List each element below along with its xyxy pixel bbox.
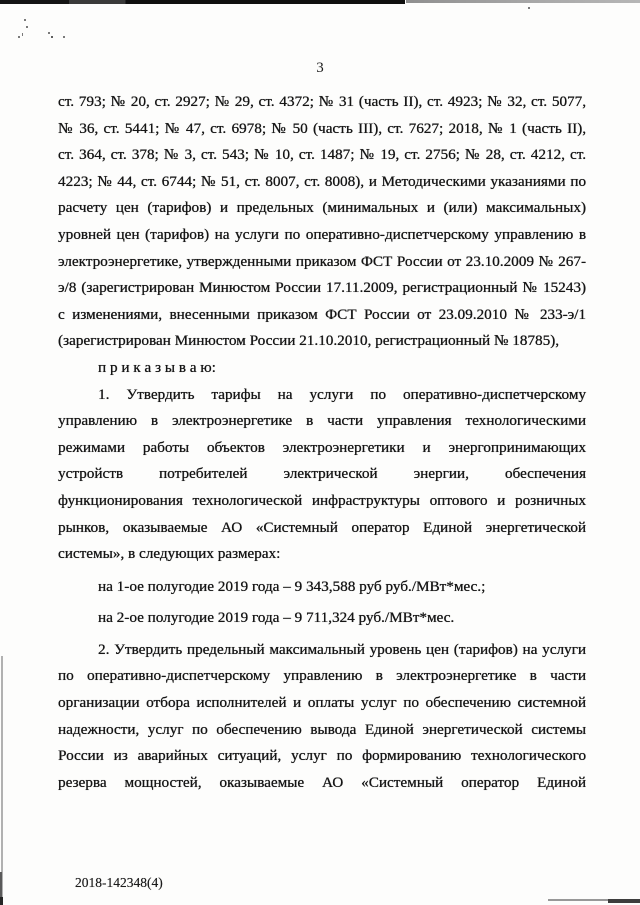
body-line: системы», в следующих размерах:	[58, 545, 281, 563]
body-line: рынков, оказываемые АО «Системный оператор Единой энергетической	[58, 518, 586, 536]
body-line: режимами работы объектов электроэнергетики и энергопринимающих	[58, 438, 586, 456]
decree-word-line: п р и к а з ы в а ю:	[98, 358, 216, 376]
scan-artifact-top-bar-dark	[0, 0, 405, 4]
scan-speck	[26, 26, 28, 28]
body-line: по оперативно-диспетчерскому управлению в электроэнергетике в части	[58, 667, 586, 685]
scan-artifact-left-edge-line	[1, 656, 3, 905]
page-number: 3	[316, 60, 324, 76]
scan-artifact-bottom-left-corner	[0, 897, 3, 905]
footer-document-code: 2018-142348(4)	[75, 875, 163, 890]
scan-speck	[528, 7, 530, 9]
order-point-2-line: 2. Утвердить предельный максимальный уровень цен (тарифов) на услуги	[98, 640, 586, 658]
body-line: № 36, ст. 5441; № 47, ст. 6978; № 50 (часть III), ст. 7627; 2018, № 1 (часть II),	[58, 119, 586, 137]
scan-artifact-left-edge-line-dark	[0, 872, 2, 898]
body-line: ст. 793; № 20, ст. 2927; № 29, ст. 4372; № 31 (часть II), ст. 4923; № 32, ст. 5077,	[58, 93, 586, 110]
body-line: организации отбора исполнителей и оплаты услуг по обеспечению системной	[58, 694, 586, 712]
scan-artifact-bottom-right-line-dark	[608, 899, 640, 903]
tariff-half2-line: на 2-ое полугодие 2019 года – 9 711,324 руб./МВт*мес.	[98, 609, 455, 627]
scan-speck	[18, 36, 20, 38]
scan-speck	[22, 33, 23, 36]
body-line: надежности, услуг по обеспечению вывода Единой энергетической системы	[58, 720, 586, 738]
document-body	[58, 89, 586, 796]
scan-speck	[51, 36, 53, 38]
scan-artifact-top-bar-light	[406, 0, 640, 3]
body-line: уровней цен (тарифов) на услуги по оперативно-диспетчерскому управлению в	[58, 225, 586, 243]
tariff-half1-line: на 1-ое полугодие 2019 года – 9 343,588 руб руб./МВт*мес.;	[98, 577, 486, 595]
scan-speck	[24, 19, 26, 21]
body-line: с изменениями, внесенными приказом ФСТ России от 23.09.2010 № 233-э/1	[58, 305, 586, 323]
body-line: расчету цен (тарифов) и предельных (минимальных и (или) максимальных)	[58, 199, 586, 217]
body-line: резерва мощностей, оказываемые АО «Системный оператор Единой	[58, 773, 586, 791]
body-line: устройств потребителей электрической энергии, обеспечения	[58, 465, 586, 483]
body-line: функционирования технологической инфраструктуры оптового и розничных	[58, 491, 586, 509]
body-line: России из аварийных ситуаций, услуг по формированию технологического	[58, 747, 586, 765]
body-line: ст. 364, ст. 378; № 3, ст. 543; № 10, ст. 1487; № 19, ст. 2756; № 28, ст. 4212, ст.	[58, 146, 586, 164]
order-point-1-line: 1. Утвердить тарифы на услуги по оперативно-диспетчерскому	[98, 385, 586, 403]
scan-speck	[48, 32, 50, 34]
body-line: э/8 (зарегистрирован Минюстом России 17.11.2009, регистрационный № 15243)	[58, 279, 586, 297]
scan-speck	[63, 36, 65, 38]
body-line: (зарегистрирован Минюстом России 21.10.2010, регистрационный № 18785),	[58, 332, 560, 350]
body-line: электроэнергетике, утвержденными приказом ФСТ России от 23.10.2009 № 267-	[58, 252, 586, 270]
body-line: 4223; № 44, ст. 6744; № 51, ст. 8007, ст. 8008), и Методическими указаниями по	[58, 172, 586, 190]
body-line: управлению в электроэнергетике в части управления технологическими	[58, 412, 586, 430]
